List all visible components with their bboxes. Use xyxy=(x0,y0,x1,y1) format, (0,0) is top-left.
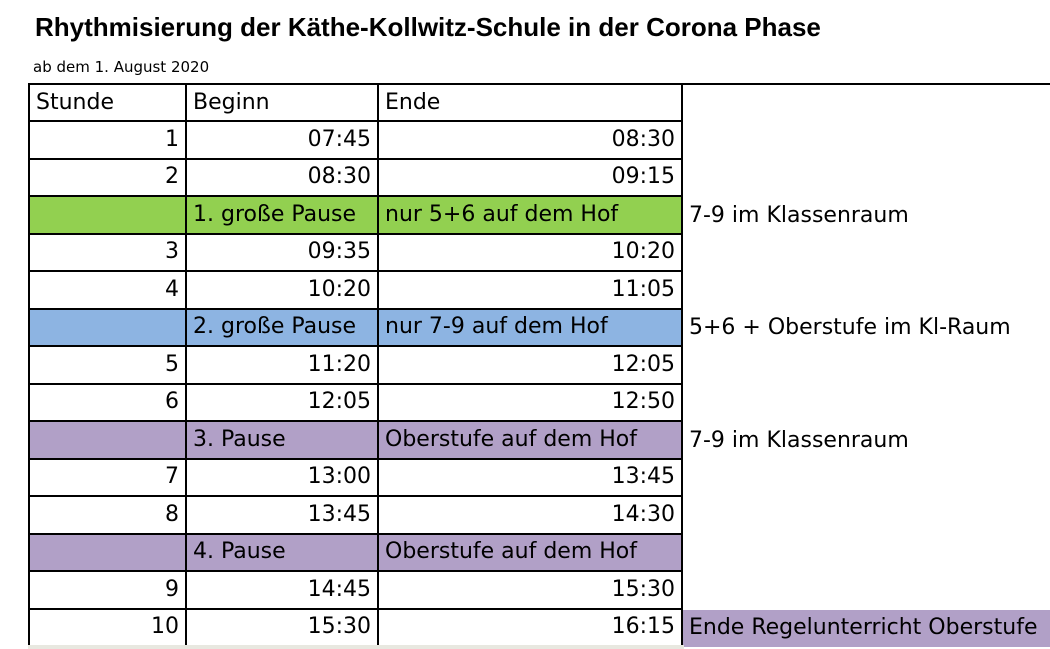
cell-stunde: 9 xyxy=(28,572,187,610)
cell-note xyxy=(683,122,1050,160)
cell-stunde: 10 xyxy=(28,610,187,648)
cell-stunde: 7 xyxy=(28,460,187,498)
cell-note: 5+6 + Oberstufe im Kl-Raum xyxy=(689,315,1011,341)
cell-stunde: 4 xyxy=(28,272,187,310)
cell-note xyxy=(683,497,1050,535)
cell-note: 7-9 im Klassenraum xyxy=(689,202,909,228)
cell-stunde xyxy=(28,422,187,460)
cell-beginn: 07:45 xyxy=(187,122,379,160)
header-ende: Ende xyxy=(379,85,683,122)
cell-ende: 13:45 xyxy=(379,460,683,498)
page-subtitle: ab dem 1. August 2020 xyxy=(33,58,210,76)
cell-note xyxy=(683,385,1050,423)
cell-beginn: 09:35 xyxy=(187,235,379,273)
cell-stunde xyxy=(28,535,187,573)
cell-note: Ende Regelunterricht Oberstufe xyxy=(683,610,1050,648)
cell-stunde: 8 xyxy=(28,497,187,535)
cell-beginn: 15:30 xyxy=(187,610,379,648)
cell-ende: 12:05 xyxy=(379,347,683,385)
cell-note xyxy=(683,572,1050,610)
cell-note xyxy=(683,347,1050,385)
cell-beginn: 14:45 xyxy=(187,572,379,610)
cell-stunde: 5 xyxy=(28,347,187,385)
cell-ende: 12:50 xyxy=(379,385,683,423)
cell-pause-label: 2. große Pause xyxy=(187,310,379,348)
cell-pause-info: Oberstufe auf dem Hof xyxy=(379,422,683,460)
cell-pause-info: Oberstufe auf dem Hof xyxy=(379,535,683,573)
cell-ende: 15:30 xyxy=(379,572,683,610)
cell-ende: 09:15 xyxy=(379,160,683,198)
cell-note: 7-9 im Klassenraum xyxy=(689,427,909,453)
cell-beginn: 12:05 xyxy=(187,385,379,423)
cell-note xyxy=(683,272,1050,310)
cell-stunde xyxy=(28,197,187,235)
cell-stunde: 3 xyxy=(28,235,187,273)
cell-beginn: 11:20 xyxy=(187,347,379,385)
cell-stunde: 6 xyxy=(28,385,187,423)
cell-note xyxy=(683,460,1050,498)
header-stunde: Stunde xyxy=(28,85,187,122)
cell-beginn: 10:20 xyxy=(187,272,379,310)
cell-stunde: 2 xyxy=(28,160,187,198)
cell-note xyxy=(683,535,1050,573)
cell-stunde: 1 xyxy=(28,122,187,160)
cell-note xyxy=(683,235,1050,273)
cell-stunde xyxy=(28,310,187,348)
cell-note xyxy=(683,160,1050,198)
cell-pause-info: nur 5+6 auf dem Hof xyxy=(379,197,683,235)
cell-ende: 10:20 xyxy=(379,235,683,273)
cell-pause-label: 4. Pause xyxy=(187,535,379,573)
sheet-bottom-edge xyxy=(28,645,684,649)
cell-pause-info: nur 7-9 auf dem Hof xyxy=(379,310,683,348)
cell-beginn: 13:00 xyxy=(187,460,379,498)
cell-beginn: 13:45 xyxy=(187,497,379,535)
schedule-table xyxy=(28,83,1050,647)
cell-pause-label: 3. Pause xyxy=(187,422,379,460)
cell-ende: 11:05 xyxy=(379,272,683,310)
header-note xyxy=(683,85,1050,122)
cell-ende: 08:30 xyxy=(379,122,683,160)
cell-beginn: 08:30 xyxy=(187,160,379,198)
cell-ende: 14:30 xyxy=(379,497,683,535)
page-title: Rhythmisierung der Käthe-Kollwitz-Schule in der Corona Phase xyxy=(35,12,821,42)
header-beginn: Beginn xyxy=(187,85,379,122)
cell-pause-label: 1. große Pause xyxy=(187,197,379,235)
cell-ende: 16:15 xyxy=(379,610,683,648)
